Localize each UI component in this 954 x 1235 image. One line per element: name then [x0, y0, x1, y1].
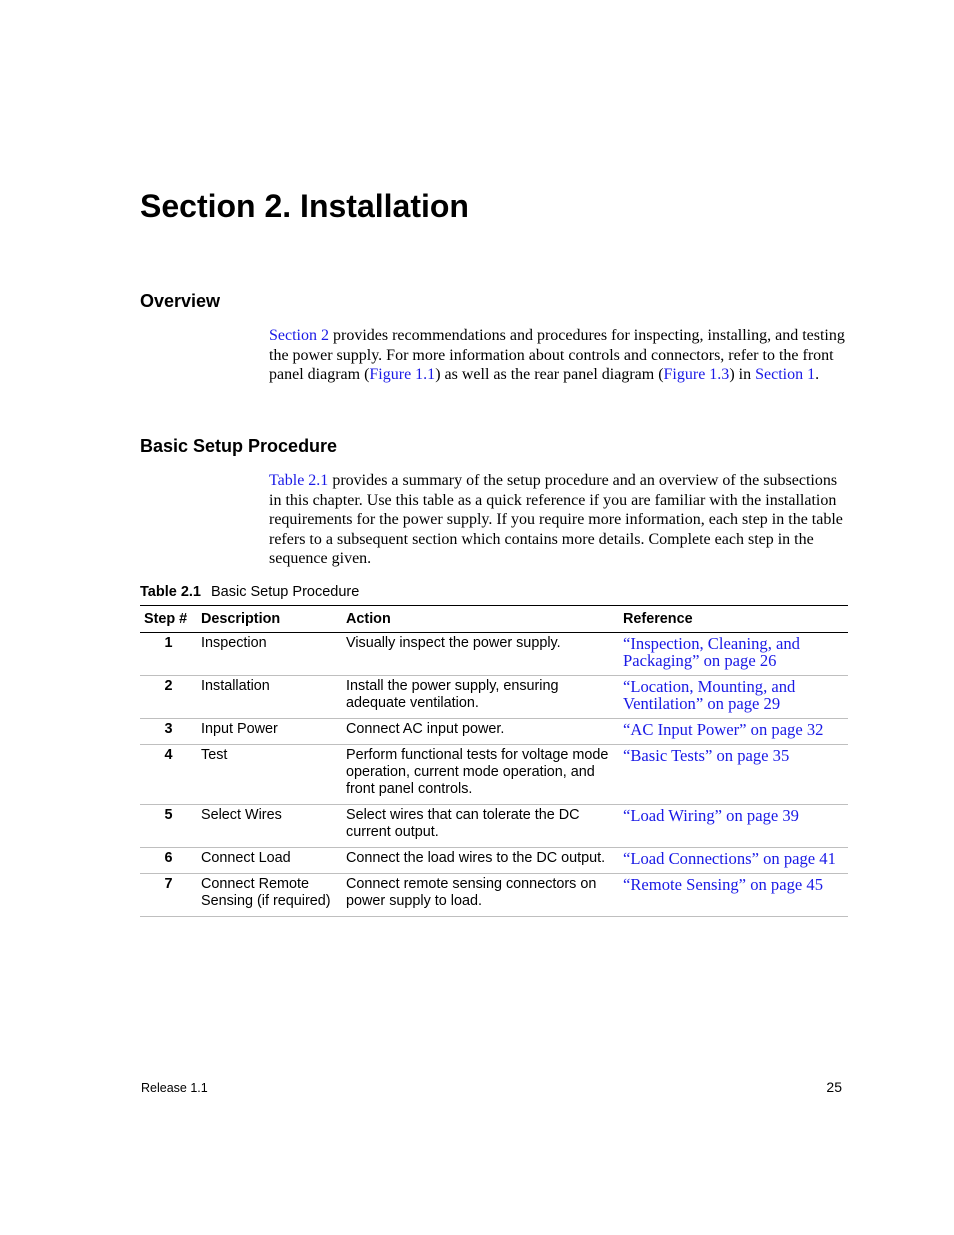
- table-row: [140, 805, 848, 848]
- step-number: 2: [140, 676, 197, 719]
- section-2-link[interactable]: Section 2: [269, 327, 329, 344]
- step-action: Select wires that can tolerate the DC current output.: [342, 805, 619, 848]
- setup-procedure-table: [140, 605, 848, 917]
- header-description: Description: [197, 606, 342, 633]
- overview-text-1: provides recommendations and procedures for inspecting, installing, and testing the power supply. For more information about controls and connectors, refer to the front panel diagram (: [269, 327, 845, 384]
- figure-1-1-link[interactable]: Figure 1.1: [369, 366, 436, 384]
- step-number: 4: [140, 745, 197, 805]
- table-row: [140, 874, 848, 917]
- basic-setup-paragraph: [269, 471, 849, 569]
- table-caption: [140, 583, 359, 601]
- overview-heading: Overview: [140, 291, 221, 311]
- section-1-link[interactable]: Section 1: [755, 366, 816, 384]
- step-reference-link[interactable]: “Load Connections” on page 41: [619, 848, 848, 874]
- table-row: [140, 676, 848, 719]
- header-action: Action: [342, 606, 619, 633]
- basic-setup-heading: Basic Setup Procedure: [140, 436, 338, 456]
- step-reference-link[interactable]: “AC Input Power” on page 32: [619, 719, 848, 745]
- figure-1-3-link[interactable]: Figure 1.3: [663, 366, 730, 384]
- step-reference-link[interactable]: “Basic Tests” on page 35: [619, 745, 848, 805]
- step-number: 1: [140, 633, 197, 676]
- table-row: [140, 633, 848, 676]
- table-caption-title: Basic Setup Procedure: [210, 584, 360, 600]
- step-reference-link[interactable]: “Location, Mounting, and Ventilation” on page 29: [619, 676, 848, 719]
- footer-page-number: 25: [826, 1079, 842, 1095]
- table-header-row: [140, 606, 848, 633]
- step-action: Install the power supply, ensuring adequate ventilation.: [342, 676, 619, 719]
- table-row: [140, 719, 848, 745]
- overview-text-3: ) in: [729, 366, 756, 384]
- overview-text-2: ) as well as the rear panel diagram (: [435, 366, 664, 384]
- step-action: Connect AC input power.: [342, 719, 619, 745]
- step-description: Input Power: [197, 719, 342, 745]
- step-description: Inspection: [197, 633, 342, 676]
- step-reference-link[interactable]: “Load Wiring” on page 39: [619, 805, 848, 848]
- step-action: Connect the load wires to the DC output.: [342, 848, 619, 874]
- basic-setup-text: provides a summary of the setup procedure and an overview of the subsections in this chapter. Use this table as a quick reference if you are familiar with the installation requirements for the power supply. If you require more information, each step in the table refers to a subsequent section which contains more details. Complete each step in the sequence given.: [269, 472, 843, 568]
- step-reference-link[interactable]: “Inspection, Cleaning, and Packaging” on page 26: [619, 633, 848, 676]
- step-action: Connect remote sensing connectors on power supply to load.: [342, 874, 619, 917]
- table-row: [140, 745, 848, 805]
- step-description: Connect Load: [197, 848, 342, 874]
- step-number: 7: [140, 874, 197, 917]
- step-description: Installation: [197, 676, 342, 719]
- table-row: [140, 848, 848, 874]
- table-2-1-link[interactable]: Table 2.1: [269, 472, 329, 489]
- step-number: 6: [140, 848, 197, 874]
- step-reference-link[interactable]: “Remote Sensing” on page 45: [619, 874, 848, 917]
- step-description: Test: [197, 745, 342, 805]
- step-action: Visually inspect the power supply.: [342, 633, 619, 676]
- step-description: Select Wires: [197, 805, 342, 848]
- step-number: 5: [140, 805, 197, 848]
- page-title: Section 2. Installation: [140, 188, 469, 224]
- overview-text-4: .: [815, 366, 820, 384]
- step-description: Connect Remote Sensing (if required): [197, 874, 342, 917]
- step-number: 3: [140, 719, 197, 745]
- step-action: Perform functional tests for voltage mode operation, current mode operation, and front panel controls.: [342, 745, 619, 805]
- header-reference: Reference: [619, 606, 848, 633]
- table-caption-label: Table 2.1: [140, 584, 201, 600]
- footer-release: Release 1.1: [141, 1081, 208, 1095]
- overview-paragraph: [269, 326, 849, 385]
- header-step: Step #: [140, 606, 197, 633]
